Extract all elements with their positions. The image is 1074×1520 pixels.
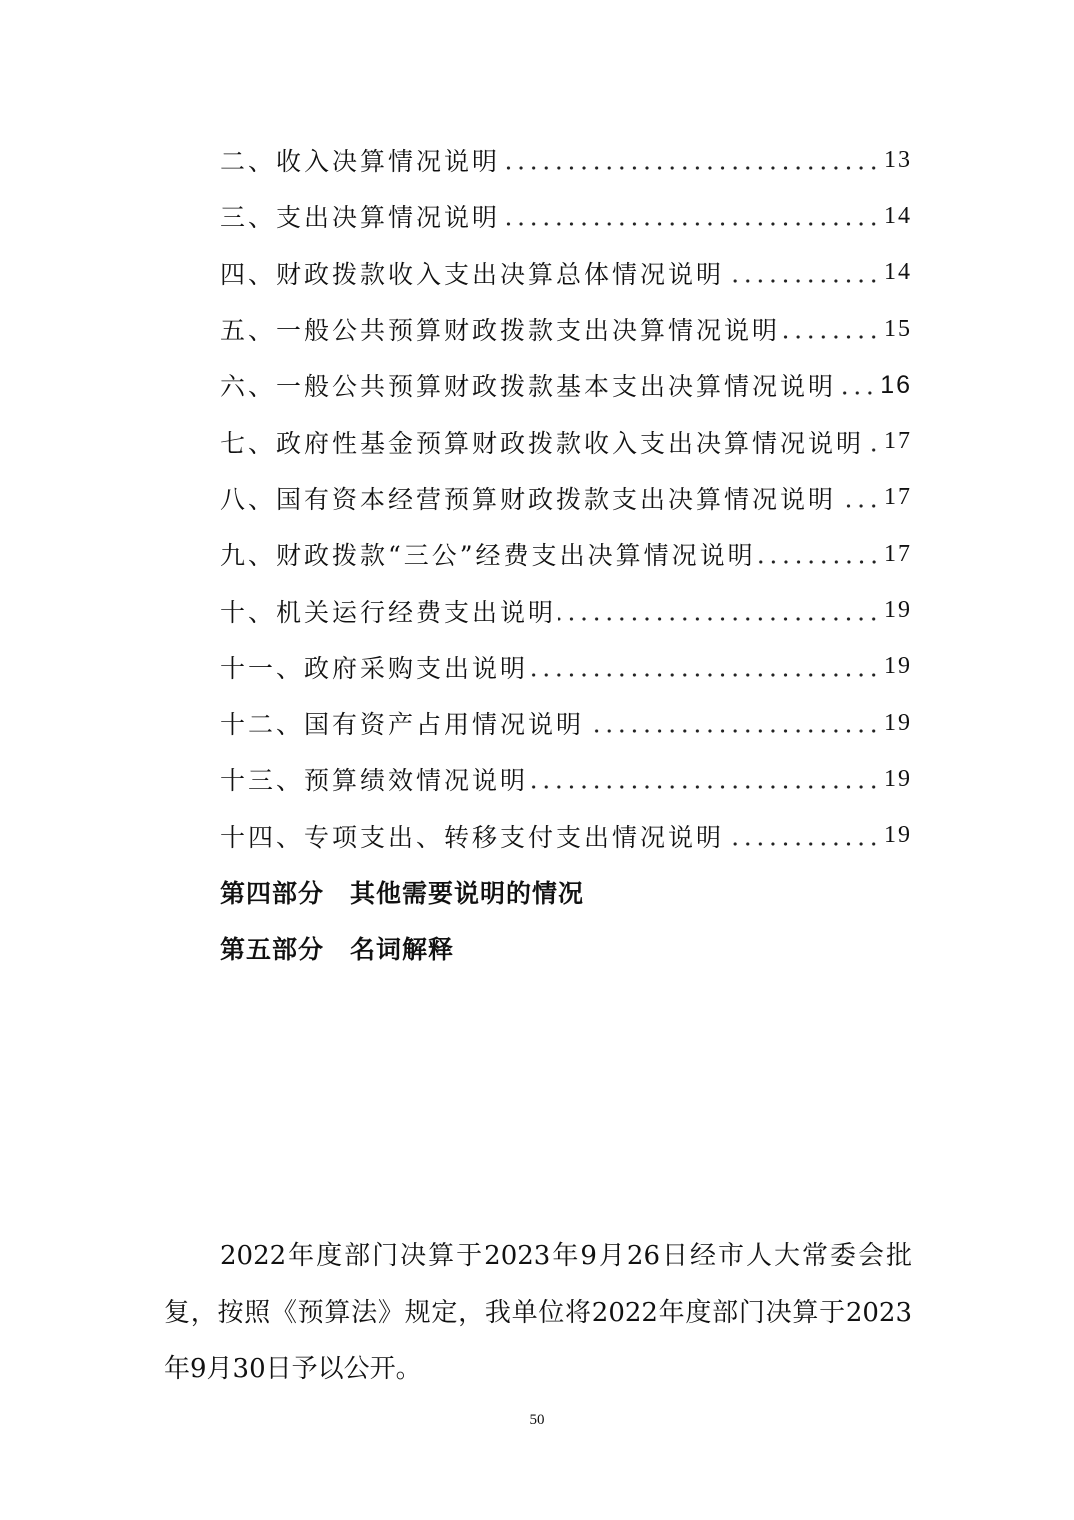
toc-entry-page: 17 — [884, 540, 912, 567]
toc-leader-dots — [502, 164, 880, 172]
page-number: 50 — [529, 1412, 545, 1428]
toc-entry[interactable] — [220, 582, 912, 638]
toc-entry-page: 15 — [884, 315, 912, 342]
toc-entry-page: 17 — [884, 428, 912, 455]
toc-leader-dots — [502, 220, 880, 228]
toc-entry-label: 十四、专项支出、转移支付支出情况说明 — [220, 822, 725, 852]
toc-entry-page: 19 — [884, 653, 912, 680]
toc-part-heading[interactable] — [220, 864, 912, 920]
toc-entry[interactable] — [220, 413, 912, 469]
toc-entry-label: 四、财政拨款收入支出决算总体情况说明 — [220, 259, 725, 289]
toc-entry[interactable] — [220, 245, 912, 301]
toc-leader-dots — [530, 783, 880, 791]
toc-entry-label: 二、收入决算情况说明 — [220, 147, 501, 177]
toc-entry-page: 19 — [884, 709, 912, 736]
toc-entry-label: 九、财政拨款“三公”经费支出决算情况说明 — [220, 541, 756, 571]
toc-leader-dots — [726, 277, 880, 285]
toc-entry-page: 19 — [884, 597, 912, 624]
toc-entry-label: 十三、预算绩效情况说明 — [220, 766, 529, 796]
toc-leader-dots — [558, 615, 880, 623]
toc-leader-dots — [838, 389, 876, 397]
toc-entry[interactable] — [220, 188, 912, 244]
toc-entry[interactable] — [220, 301, 912, 357]
toc-entry-label: 八、国有资本经营预算财政拨款支出决算情况说明 — [220, 484, 837, 514]
part-title: 名词解释 — [350, 935, 455, 965]
toc-entry[interactable] — [220, 357, 912, 413]
toc-entry[interactable] — [220, 132, 912, 188]
toc-entry-page: 14 — [884, 202, 912, 229]
toc-part-heading[interactable] — [220, 920, 912, 976]
toc-entry-page: 16 — [880, 370, 912, 399]
toc-entry[interactable] — [220, 808, 912, 864]
toc-entry-page: 19 — [884, 822, 912, 849]
toc-leader-dots — [838, 502, 880, 510]
toc-entry-page: 13 — [884, 146, 912, 173]
toc-entry[interactable] — [220, 751, 912, 807]
toc-leader-dots — [866, 446, 880, 454]
table-of-contents — [220, 132, 912, 976]
toc-leader-dots — [782, 333, 880, 341]
toc-entry[interactable] — [220, 526, 912, 582]
toc-entry[interactable] — [220, 470, 912, 526]
toc-entry[interactable] — [220, 695, 912, 751]
toc-entry-page: 17 — [884, 484, 912, 511]
disclosure-paragraph: 2022年度部门决算于2023年9月26日经市人大常委会批复，按照《预算法》规定，我单位将2022年度部门决算于2023年9月30日予以公开。 — [164, 1241, 912, 1384]
toc-entry-label: 三、支出决算情况说明 — [220, 203, 501, 233]
part-number: 第四部分 — [220, 879, 325, 908]
toc-leader-dots — [586, 727, 880, 735]
toc-leader-dots — [726, 840, 880, 848]
toc-entry-page: 14 — [884, 259, 912, 286]
part-title: 其他需要说明的情况 — [350, 879, 585, 908]
toc-leader-dots — [530, 671, 880, 679]
toc-entry-label: 七、政府性基金预算财政拨款收入支出决算情况说明 — [220, 428, 865, 458]
toc-entry-label: 十一、政府采购支出说明 — [220, 653, 529, 683]
toc-entry-page: 19 — [884, 765, 912, 792]
toc-entry-label: 十、机关运行经费支出说明 — [220, 597, 557, 627]
part-number: 第五部分 — [220, 935, 325, 965]
toc-entry-label: 十二、国有资产占用情况说明 — [220, 710, 585, 740]
toc-entry-label: 五、一般公共预算财政拨款支出决算情况说明 — [220, 316, 781, 346]
toc-entry[interactable] — [220, 639, 912, 695]
toc-leader-dots — [758, 558, 880, 566]
toc-entry-label: 六、一般公共预算财政拨款基本支出决算情况说明 — [220, 372, 837, 402]
